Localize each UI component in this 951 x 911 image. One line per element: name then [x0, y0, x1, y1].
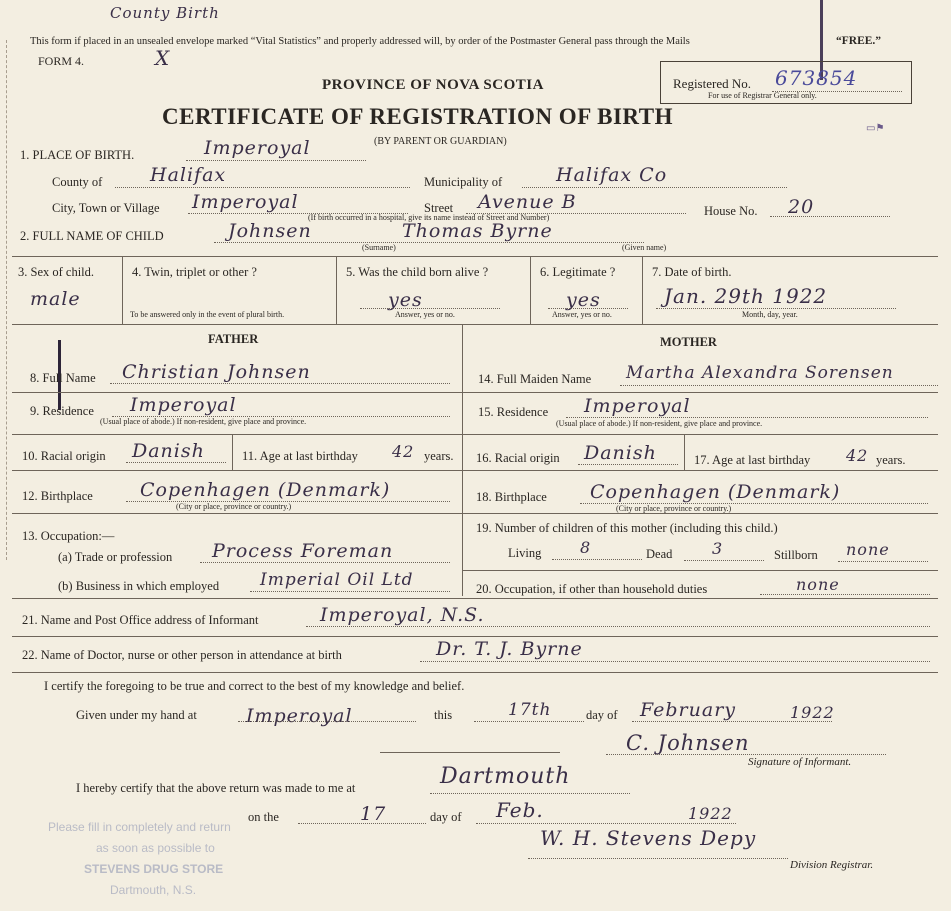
given-note: (Given name) [622, 243, 667, 252]
municipality-label: Municipality of [424, 175, 503, 189]
hospital-note: (If birth occurred in a hospital, give its name instead of Street and Number) [308, 213, 550, 222]
surname-note: (Surname) [362, 243, 396, 252]
mother-age-value: 42 [846, 446, 869, 465]
registrar-day: 17 [360, 803, 387, 825]
registered-value: 673854 [775, 66, 858, 90]
registrar-year: 1922 [688, 804, 733, 823]
mother-racial-value: Danish [584, 442, 657, 464]
mother-racial-label: 16. Racial origin [476, 451, 560, 465]
page-title: CERTIFICATE OF REGISTRATION OF BIRTH [162, 104, 673, 129]
registrar-day-of-label: day of [430, 810, 462, 824]
form-number: FORM 4. [38, 54, 85, 68]
father-residence-value: Imperoyal [130, 394, 237, 416]
child-surname: Johnsen [228, 220, 312, 242]
binding-edge [6, 40, 7, 560]
given-label: Given under my hand at [76, 708, 197, 722]
registered-label: Registered No. [673, 76, 751, 91]
father-residence-note: (Usual place of abode.) If non-resident, give place and province. [100, 417, 307, 426]
registrar-signature-label: Division Registrar. [790, 859, 874, 871]
father-racial-label: 10. Racial origin [22, 449, 106, 463]
province-title: PROVINCE OF NOVA SCOTIA [322, 77, 544, 93]
registrar-place: Dartmouth [440, 764, 571, 789]
city-label: City, Town or Village [52, 201, 160, 215]
on-the-label: on the [248, 810, 279, 824]
registrar-certify-label: I hereby certify that the above return was made to me at [76, 781, 356, 795]
given-month: February [640, 699, 737, 721]
trade-value: Process Foreman [212, 540, 394, 562]
trade-label: (a) Trade or profession [58, 550, 173, 564]
certify-statement: I certify the foregoing to be true and correct to the best of my knowledge and belief. [44, 679, 465, 693]
doctor-label: 22. Name of Doctor, nurse or other person in attendance at birth [22, 648, 342, 662]
father-birthplace-value: Copenhagen (Denmark) [140, 479, 391, 501]
father-birthplace-label: 12. Birthplace [22, 489, 93, 503]
county-value: Halifax [150, 164, 227, 186]
stillborn-label: Stillborn [774, 548, 818, 562]
given-place: Imperoyal [246, 705, 353, 727]
business-value: Imperial Oil Ltd [260, 570, 414, 590]
date-label: 7. Date of birth. [652, 265, 732, 279]
twin-note: To be answered only in the event of plural birth. [130, 310, 285, 319]
father-name-value: Christian Johnsen [122, 361, 311, 383]
street-value: Avenue B [478, 191, 577, 213]
business-label: (b) Business in which employed [58, 579, 220, 593]
informant-label: 21. Name and Post Office address of Informant [22, 613, 259, 627]
doctor-value: Dr. T. J. Byrne [436, 638, 583, 660]
children-label: 19. Number of children of this mother (including this child.) [476, 521, 778, 535]
mother-heading: MOTHER [660, 335, 717, 349]
legit-note: Answer, yes or no. [552, 310, 612, 319]
mother-residence-label: 15. Residence [478, 405, 549, 419]
father-name-label: 8. Full Name [30, 371, 96, 385]
stillborn-value: none [846, 540, 890, 559]
father-age-label: 11. Age at last birthday [242, 449, 358, 463]
page-subtitle: (BY PARENT OR GUARDIAN) [374, 136, 507, 147]
stamp-line-3: STEVENS DRUG STORE [84, 862, 224, 876]
small-stamp-icon: ▭⚑ [866, 123, 885, 134]
this-label: this [434, 708, 453, 722]
stamp-line-1: Please fill in completely and return [48, 820, 231, 834]
alive-label: 5. Was the child born alive ? [346, 265, 489, 279]
mother-residence-note: (Usual place of abode.) If non-resident, give place and province. [556, 419, 763, 428]
house-label: House No. [704, 204, 758, 218]
father-heading: FATHER [208, 332, 259, 346]
mail-notice: This form if placed in an unsealed envelope marked “Vital Statistics” and properly addressed will, by order of the Postmaster General pass through the Mails [30, 36, 690, 47]
city-value: Imperoyal [192, 191, 299, 213]
dead-value: 3 [712, 539, 724, 558]
registrar-month: Feb. [496, 798, 544, 822]
mother-years: years. [876, 453, 906, 467]
child-name-label: 2. FULL NAME OF CHILD [20, 229, 164, 243]
child-given-name: Thomas Byrne [402, 220, 553, 242]
stamp-line-2: as soon as possible to [96, 841, 215, 855]
legit-value: yes [566, 289, 601, 311]
place-label: 1. PLACE OF BIRTH. [20, 148, 135, 162]
father-racial-value: Danish [132, 440, 205, 462]
day-of-label: day of [586, 708, 618, 722]
informant-signature: C. Johnsen [626, 731, 750, 755]
registrar-note: For use of Registrar General only. [708, 91, 817, 100]
informant-signature-label: Signature of Informant. [748, 756, 852, 768]
legit-label: 6. Legitimate ? [540, 265, 616, 279]
stamp-line-4: Dartmouth, N.S. [110, 883, 197, 897]
mother-birthplace-value: Copenhagen (Denmark) [590, 481, 841, 503]
father-age-value: 42 [392, 442, 415, 461]
mother-age-label: 17. Age at last birthday [694, 453, 811, 467]
father-occupation-label: 13. Occupation:— [22, 529, 115, 543]
father-years: years. [424, 449, 454, 463]
house-value: 20 [788, 196, 815, 218]
form-mark: X [155, 46, 171, 70]
living-value: 8 [580, 538, 592, 557]
date-value: Jan. 29th 1922 [664, 284, 828, 308]
registrar-signature: W. H. Stevens Depy [540, 826, 757, 850]
given-day: 17th [508, 700, 552, 720]
sex-label: 3. Sex of child. [18, 265, 95, 279]
free-label: “FREE.” [836, 35, 882, 47]
municipality-value: Halifax Co [556, 164, 668, 186]
given-year: 1922 [790, 703, 835, 722]
twin-label: 4. Twin, triplet or other ? [132, 265, 257, 279]
alive-note: Answer, yes or no. [395, 310, 455, 319]
father-birthplace-note: (City or place, province or country.) [176, 502, 292, 511]
dead-label: Dead [646, 547, 673, 561]
living-label: Living [508, 546, 542, 560]
mother-residence-value: Imperoyal [584, 395, 691, 417]
father-residence-label: 9. Residence [30, 404, 94, 418]
place-value: Imperoyal [204, 137, 311, 159]
mother-birthplace-note: (City or place, province or country.) [616, 504, 732, 513]
street-label: Street [424, 201, 454, 215]
mother-occupation-value: none [796, 575, 840, 594]
alive-value: yes [388, 289, 423, 311]
mother-name-label: 14. Full Maiden Name [478, 372, 592, 386]
sex-value: male [30, 288, 81, 310]
county-label: County of [52, 175, 103, 189]
date-note: Month, day, year. [742, 310, 798, 319]
mother-birthplace-label: 18. Birthplace [476, 490, 547, 504]
informant-value: Imperoyal, N.S. [320, 604, 485, 626]
county-birth-note: County Birth [110, 4, 220, 22]
mother-name-value: Martha Alexandra Sorensen [626, 363, 894, 383]
mother-occupation-label: 20. Occupation, if other than household duties [476, 582, 708, 596]
